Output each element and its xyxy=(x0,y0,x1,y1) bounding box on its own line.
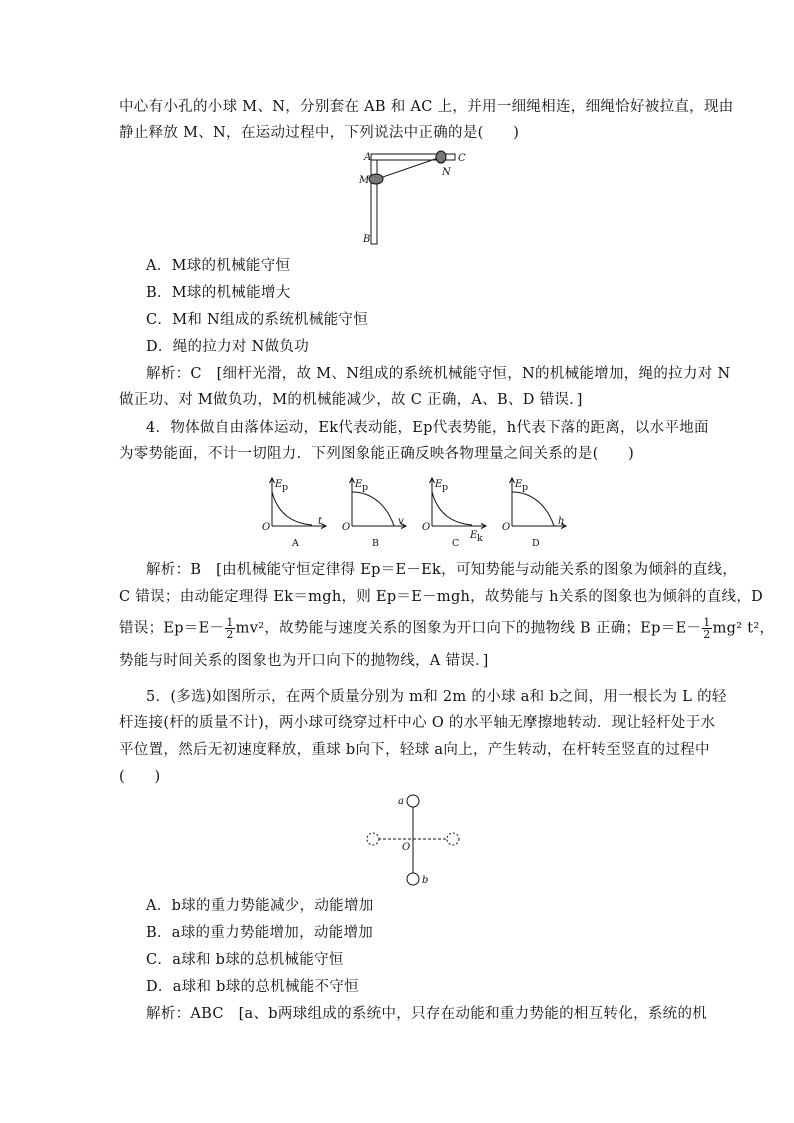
intro-line-2: 静止释放 M、N，在运动过程中，下列说法中正确的是( ) xyxy=(119,125,520,141)
ball-left-dashed xyxy=(367,833,379,845)
graph-b xyxy=(338,474,413,554)
y-label-sub: p xyxy=(442,482,449,493)
q5-line-2: 杆连接(杆的质量不计)，两小球可绕穿过杆中心 O 的水平轴无摩擦地转动．现让轻杆处于水 xyxy=(119,715,716,731)
ep-curve xyxy=(352,492,394,526)
graph-a xyxy=(258,474,333,554)
q3-analysis-line-2: 做正功、对 M做负功，M的机械能减少，故 C 正确，A、B、D 错误．] xyxy=(119,392,583,408)
q5-option-a: A．b球的重力势能减少，动能增加 xyxy=(146,898,374,914)
graph-letter: C xyxy=(452,538,460,549)
ep-curve xyxy=(272,492,312,525)
label-a-ball: a xyxy=(398,796,404,807)
q4-analysis-line-3c: mg² t²， xyxy=(712,620,775,637)
label-c: C xyxy=(458,153,466,164)
fraction-half: $\frac{1}{2}$ xyxy=(226,616,234,641)
label-o: O xyxy=(402,842,411,853)
y-label-sub: p xyxy=(522,482,529,493)
q4-analysis-line-1: 解析：B [由机械能守恒定律得 Ep＝E－Ek，可知势能与动能关系的图象为倾斜的直线， xyxy=(146,562,738,578)
origin-label: O xyxy=(262,522,271,533)
q4-line-1: 4．物体做自由落体运动，Ek代表动能，Ep代表势能，h代表下落的距离，以水平地面 xyxy=(146,420,709,436)
label-m: M xyxy=(359,175,370,186)
q5-option-c: C．a球和 b球的总机械能守恒 xyxy=(146,952,344,968)
q4-analysis-line-2: C 错误；由动能定理得 Ek＝mgh，则 Ep＝E－mgh，故势能与 h关系的图象也为倾斜的直线，D xyxy=(119,589,764,605)
y-axis xyxy=(430,478,435,526)
graph-c xyxy=(418,474,493,554)
label-b-ball: b xyxy=(422,875,429,886)
x-label: E xyxy=(470,530,478,541)
q4-analysis-line-3b: mv²，故势能与速度关系的图象为开口向下的抛物线 B 正确；Ep＝E－ xyxy=(235,620,702,637)
q3-option-a: A．M球的机械能守恒 xyxy=(146,258,291,274)
label-a: A xyxy=(364,152,372,163)
q4-analysis-line-4: 势能与时间关系的图象也为开口向下的抛物线，A 错误．] xyxy=(119,653,489,669)
y-label: E xyxy=(515,479,523,490)
q4-line-2: 为零势能面，不计一切阻力．下列图象能正确反映各物理量之间关系的是( ) xyxy=(119,446,635,462)
q5-option-b: B．a球的重力势能增加，动能增加 xyxy=(146,925,374,941)
ball-n xyxy=(436,151,446,163)
y-axis xyxy=(510,478,515,526)
y-label-sub: p xyxy=(362,482,369,493)
q5-option-d: D．a球和 b球的总机械能不守恒 xyxy=(146,979,359,995)
label-b: B xyxy=(363,234,371,245)
q5-line-3: 平位置，然后无初速度释放，重球 b向下，轻球 a向上，产生转动，在杆转至竖直的过程中 xyxy=(119,742,710,758)
y-axis xyxy=(270,478,275,526)
q5-analysis-line-1: 解析：ABC [a、b两球组成的系统中，只存在动能和重力势能的相互转化，系统的机 xyxy=(146,1006,708,1022)
graph-d xyxy=(498,474,573,554)
ep-curve xyxy=(512,492,554,526)
ball-b xyxy=(407,873,419,885)
q5-line-4: ( ) xyxy=(119,769,161,785)
q3-option-d: D．绳的拉力对 N做负功 xyxy=(146,339,310,355)
y-label: E xyxy=(435,479,443,490)
origin-label: O xyxy=(342,522,351,533)
q3-analysis-line-1: 解析：C [细杆光滑，故 M、N组成的系统机械能守恒，N的机械能增加，绳的拉力对 N xyxy=(146,366,731,382)
graph-letter: A xyxy=(292,538,299,549)
q4-analysis-line-3 xyxy=(119,617,774,640)
intro-line-1: 中心有小孔的小球 M、N，分别套在 AB 和 AC 上，并用一细绳相连，细绳恰好被拉直，现由 xyxy=(119,99,734,115)
q3-option-b: B．M球的机械能增大 xyxy=(146,285,291,301)
ball-right-dashed xyxy=(447,833,459,845)
y-label-sub: p xyxy=(282,482,289,493)
graph-letter: D xyxy=(532,538,540,549)
ep-curve xyxy=(432,492,472,525)
q3-option-c: C．M和 N组成的系统机械能守恒 xyxy=(146,312,369,328)
x-label: v xyxy=(398,516,404,527)
origin-label: O xyxy=(422,522,431,533)
q5-line-1: 5．(多选)如图所示，在两个质量分别为 m和 2m 的小球 a和 b之间，用一根长为 L 的轻 xyxy=(146,689,727,705)
y-label: E xyxy=(275,479,283,490)
y-label: E xyxy=(355,479,363,490)
x-label: h xyxy=(558,516,565,527)
ball-a xyxy=(407,795,419,807)
ball-m xyxy=(369,174,383,184)
graph-letter: B xyxy=(372,538,379,549)
fraction-half-2: $\frac{1}{2}$ xyxy=(703,616,711,641)
y-axis xyxy=(350,478,355,526)
rod-figure xyxy=(355,146,485,248)
rotating-rod-figure xyxy=(360,792,470,892)
label-n: N xyxy=(442,167,451,178)
x-axis xyxy=(432,524,486,529)
x-label-sub: k xyxy=(477,533,483,544)
q4-graphs xyxy=(258,474,565,554)
q4-analysis-line-3a: 错误；Ep＝E－ xyxy=(119,620,225,637)
x-label: t xyxy=(318,516,323,527)
origin-label: O xyxy=(502,522,511,533)
